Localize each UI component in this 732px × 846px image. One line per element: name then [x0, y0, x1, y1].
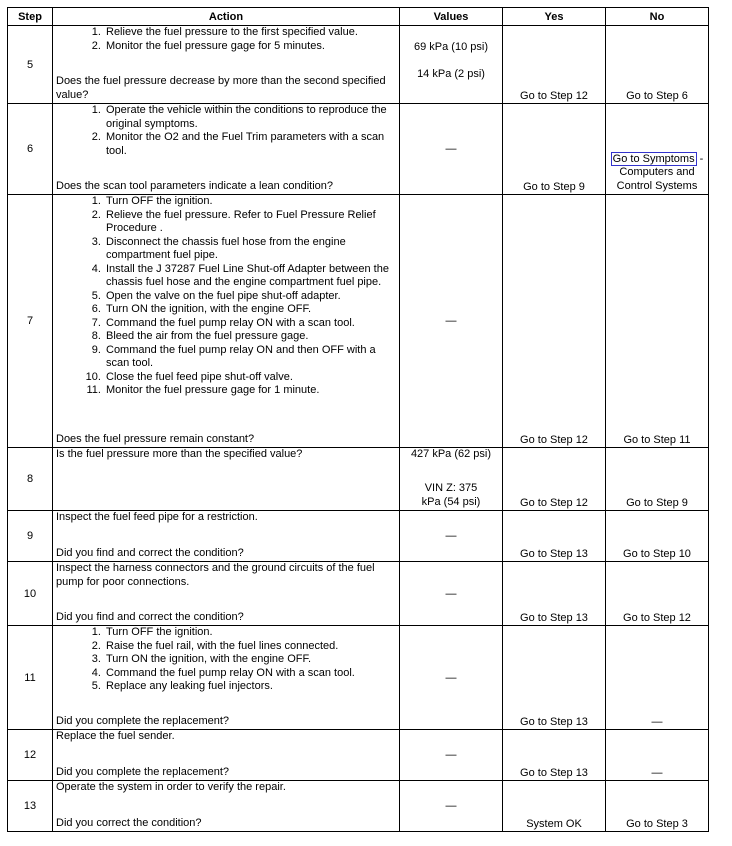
question: Did you find and correct the condition? [56, 546, 244, 559]
table-row-step-13 [8, 781, 709, 832]
table-row-step-7 [8, 195, 709, 448]
action-cell [53, 448, 400, 511]
yes-cell: Go to Step 12 [503, 448, 606, 511]
yes-cell: Go to Step 13 [503, 730, 606, 781]
table-row-step-9 [8, 511, 709, 562]
values-cell [400, 626, 503, 730]
header-action: Action [53, 8, 400, 26]
step-number: 11 [8, 626, 53, 730]
action-list [56, 26, 396, 53]
list-item: 10. Close the fuel feed pipe shut-off valve. [104, 371, 396, 385]
no-cell: Go to Step 3 [606, 781, 709, 832]
table-row-step-8 [8, 448, 709, 511]
action-list [56, 626, 396, 694]
no-cell: Go to Step 10 [606, 511, 709, 562]
action-cell [53, 626, 400, 730]
value-dash: — [445, 800, 457, 812]
no-cell [606, 104, 709, 195]
action-cell [53, 26, 400, 104]
symptoms-link[interactable]: Go to Symptoms [612, 152, 695, 165]
list-item: 1. Operate the vehicle within the conditions to reproduce the original symptoms. [104, 104, 396, 131]
question: Did you complete the replacement? [56, 765, 230, 778]
list-item: 5. Replace any leaking fuel injectors. [104, 680, 396, 694]
value-dash: — [445, 749, 457, 761]
action-list [56, 195, 396, 398]
list-item: 3. Disconnect the chassis fuel hose from the engine compartment fuel pipe. [104, 236, 396, 263]
header-step: Step [8, 8, 53, 26]
question: Does the fuel pressure remain constant? [56, 432, 255, 445]
intro-text: Inspect the harness connectors and the ground circuits of the fuel pump for poor connections. [56, 562, 375, 588]
list-item: 2. Relieve the fuel pressure. Refer to Fuel Pressure Relief Procedure . [104, 209, 396, 236]
list-item: 8. Bleed the air from the fuel pressure gage. [104, 330, 396, 344]
header-row [8, 8, 709, 26]
question: Did you complete the replacement? [56, 714, 230, 727]
yes-cell: Go to Step 13 [503, 626, 606, 730]
action-cell [53, 730, 400, 781]
list-item: 1. Turn OFF the ignition. [104, 195, 396, 209]
values-cell [400, 195, 503, 448]
no-cell: Go to Step 9 [606, 448, 709, 511]
action-cell [53, 195, 400, 448]
values-cell [400, 781, 503, 832]
table-row-step-5 [8, 26, 709, 104]
question: Does the fuel pressure decrease by more than the second specified value? [56, 75, 386, 101]
step-number: 13 [8, 781, 53, 832]
list-item: 2. Monitor the fuel pressure gage for 5 minutes. [104, 40, 396, 54]
question: Did you correct the condition? [56, 816, 202, 829]
action-cell [53, 104, 400, 195]
question: Does the scan tool parameters indicate a lean condition? [56, 179, 334, 192]
list-item: 4. Install the J 37287 Fuel Line Shut-off Adapter between the chassis fuel hose and the engine compartment fuel pipe. [104, 263, 396, 290]
list-item: 9. Command the fuel pump relay ON and then OFF with a scan tool. [104, 344, 396, 371]
intro-text: Operate the system in order to verify the repair. [56, 781, 286, 793]
question: Did you find and correct the condition? [56, 610, 244, 623]
no-cell-text: - Computers and Control Systems [616, 152, 704, 192]
list-item: 2. Monitor the O2 and the Fuel Trim parameters with a scan tool. [104, 131, 396, 158]
table-row-step-12 [8, 730, 709, 781]
values-cell [400, 26, 503, 104]
list-item: 6. Turn ON the ignition, with the engine OFF. [104, 303, 396, 317]
value-text: 427 kPa (62 psi) [410, 448, 492, 460]
list-item: 2. Raise the fuel rail, with the fuel lines connected. [104, 640, 396, 654]
step-number: 7 [8, 195, 53, 448]
value-dash: — [445, 671, 457, 684]
list-item: 1. Turn OFF the ignition. [104, 626, 396, 640]
list-item: 3. Turn ON the ignition, with the engine OFF. [104, 653, 396, 667]
yes-cell: Go to Step 13 [503, 511, 606, 562]
list-item: 7. Command the fuel pump relay ON with a scan tool. [104, 317, 396, 331]
no-cell: Go to Step 12 [606, 562, 709, 626]
action-list [56, 104, 396, 158]
yes-cell: Go to Step 12 [503, 26, 606, 104]
no-cell: Go to Step 11 [606, 195, 709, 448]
values-cell [400, 104, 503, 195]
value-text: 14 kPa (2 psi) [417, 68, 485, 80]
yes-cell: System OK [503, 781, 606, 832]
list-item: 5. Open the valve on the fuel pipe shut-off adapter. [104, 290, 396, 304]
list-item: 11. Monitor the fuel pressure gage for 1 minute. [104, 384, 396, 398]
action-cell [53, 781, 400, 832]
value-text: VIN Z: 375 kPa (54 psi) [421, 482, 481, 508]
no-cell: — [606, 730, 709, 781]
header-yes: Yes [503, 8, 606, 26]
yes-cell: Go to Step 13 [503, 562, 606, 626]
no-cell: — [606, 626, 709, 730]
values-cell [400, 562, 503, 626]
question: Is the fuel pressure more than the specified value? [56, 448, 303, 460]
step-number: 12 [8, 730, 53, 781]
value-dash: — [445, 530, 457, 542]
intro-text: Inspect the fuel feed pipe for a restriction. [56, 511, 258, 523]
header-no: No [606, 8, 709, 26]
action-cell [53, 562, 400, 626]
values-cell [400, 730, 503, 781]
intro-text: Replace the fuel sender. [56, 730, 175, 742]
yes-cell: Go to Step 9 [503, 104, 606, 195]
header-values: Values [400, 8, 503, 26]
step-number: 10 [8, 562, 53, 626]
value-dash: — [445, 143, 457, 155]
values-cell [400, 448, 503, 511]
step-number: 6 [8, 104, 53, 195]
table-row-step-6 [8, 104, 709, 195]
diagnostic-table [7, 7, 709, 832]
step-number: 8 [8, 448, 53, 511]
step-number: 5 [8, 26, 53, 104]
table-row-step-11 [8, 626, 709, 730]
value-dash: — [445, 315, 457, 327]
step-number: 9 [8, 511, 53, 562]
action-cell [53, 511, 400, 562]
list-item: 1. Relieve the fuel pressure to the first specified value. [104, 26, 396, 40]
values-cell [400, 511, 503, 562]
table-row-step-10 [8, 562, 709, 626]
list-item: 4. Command the fuel pump relay ON with a scan tool. [104, 667, 396, 681]
yes-cell: Go to Step 12 [503, 195, 606, 448]
value-dash: — [445, 587, 457, 600]
value-text: 69 kPa (10 psi) [414, 41, 488, 53]
no-cell: Go to Step 6 [606, 26, 709, 104]
